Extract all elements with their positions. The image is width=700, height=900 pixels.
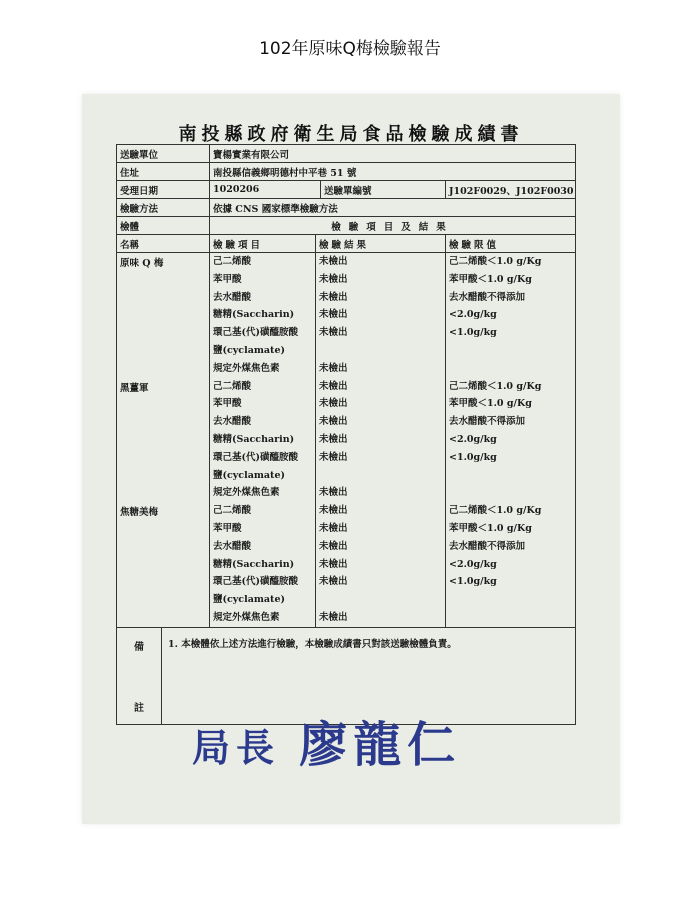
notes-text: 1. 本檢體依上述方法進行檢驗，本檢驗成績書只對該送驗檢體負責。 [168,638,457,650]
test-limit: 去水醋酸不得添加 [449,416,526,428]
sample-name: 黑薑軍 [120,382,149,394]
test-limit-column [446,253,575,627]
header-result: 檢驗結果 [316,235,446,252]
field-label: 送驗單位 [117,145,210,162]
test-item: 糖精(Saccharin) [213,558,295,570]
field-row-address [117,163,575,181]
test-limit: 己二烯酸＜1.0 g/Kg [449,256,542,267]
director-signature-stamp [192,706,461,775]
test-result: 未檢出 [319,380,348,392]
test-limit: <1.0g/kg [449,327,497,339]
sample-name: 焦糖美梅 [120,507,159,519]
test-result: 未檢出 [319,611,348,623]
test-result: 未檢出 [319,291,348,303]
test-result [316,591,445,609]
test-result [316,342,445,360]
test-item: 規定外煤焦色素 [213,487,280,499]
test-item: 苯甲酸 [213,522,242,534]
test-limit: <2.0g/kg [449,433,497,445]
test-result: 未檢出 [319,451,348,463]
test-limit: 己二烯酸＜1.0 g/Kg [449,380,542,392]
test-result: 未檢出 [319,558,348,570]
field-label: 受理日期 [117,181,210,198]
field-row-submitter [117,145,575,163]
test-result: 未檢出 [319,505,348,517]
test-item: 苯甲酸 [213,398,242,410]
test-limit: 苯甲酸＜1.0 g/Kg [449,273,532,285]
field-value: 寶楊實業有限公司 [213,149,290,161]
test-limit: 己二烯酸＜1.0 g/Kg [449,505,542,517]
test-result: 未檢出 [319,327,348,339]
field-row-date [117,181,575,199]
test-item-column [210,253,316,627]
sample-name-column [117,253,210,627]
test-limit: <1.0g/kg [449,576,497,588]
notes-label-top: 備 [134,641,144,653]
header-items-results: 檢驗項目及結果 [331,221,454,233]
field-label-secondary: 送驗單編號 [321,181,446,198]
test-item: 去水醋酸 [213,416,252,428]
field-row-method [117,199,575,217]
test-result: 未檢出 [319,416,348,428]
test-result: 未檢出 [319,540,348,552]
results-block [117,253,575,628]
test-limit [446,360,575,378]
signature-name: 廖龍仁 [299,717,462,773]
test-item: 己二烯酸 [213,380,252,392]
field-value-secondary: J102F0029、J102F0030 [449,185,574,197]
test-result: 未檢出 [319,309,348,321]
test-result: 未檢出 [319,398,348,410]
test-limit [446,591,575,609]
test-limit [446,609,575,627]
sample-name: 原味 Q 梅 [120,258,164,269]
test-item: 鹽(cyclamate) [213,469,285,481]
test-result: 未檢出 [319,362,348,374]
test-item: 糖精(Saccharin) [213,309,295,321]
test-limit [446,484,575,502]
notes-label-bottom: 註 [134,702,144,714]
field-value: 1020206 [210,181,321,198]
test-limit: 去水醋酸不得添加 [449,291,526,303]
scanned-document [82,94,620,824]
page-title: 102年原味Q梅檢驗報告 [259,39,441,59]
test-item: 去水醋酸 [213,540,252,552]
test-limit: <2.0g/kg [449,558,497,570]
test-item: 糖精(Saccharin) [213,433,295,445]
test-item: 苯甲酸 [213,273,242,285]
test-limit: 去水醋酸不得添加 [449,540,526,552]
test-item: 己二烯酸 [213,505,252,517]
field-value: 南投縣信義鄉明德村中平巷 51 號 [213,167,357,179]
test-result: 未檢出 [319,487,348,499]
test-result-column [316,253,446,627]
test-item: 環己基(代)磺醯胺酸 [213,451,298,463]
test-limit: <1.0g/kg [449,451,497,463]
field-label: 住址 [117,163,210,180]
test-result: 未檢出 [319,256,348,267]
test-item: 規定外煤焦色素 [213,611,280,623]
test-limit: 苯甲酸＜1.0 g/Kg [449,522,532,534]
test-limit: <2.0g/kg [449,309,497,321]
document-title: 南投縣政府衛生局食品檢驗成績書 [178,124,524,145]
header-item: 檢驗項目 [210,235,316,252]
test-result: 未檢出 [319,273,348,285]
report-table [116,144,576,725]
test-item: 己二烯酸 [213,256,252,267]
test-item: 鹽(cyclamate) [213,594,285,606]
test-item: 規定外煤焦色素 [213,362,280,374]
field-value: 依據 CNS 國家標準檢驗方法 [213,203,338,215]
header-row-1 [117,217,575,235]
notes-label [117,628,162,724]
test-item: 環己基(代)磺醯胺酸 [213,327,298,339]
header-sample-bottom: 名稱 [117,235,210,252]
field-label: 檢驗方法 [117,199,210,216]
header-limit: 檢驗限值 [449,239,500,251]
header-row-2 [117,235,575,253]
test-result: 未檢出 [319,576,348,588]
test-item: 鹽(cyclamate) [213,344,285,356]
test-item: 環己基(代)磺醯胺酸 [213,576,298,588]
test-result [316,467,445,485]
test-result: 未檢出 [319,522,348,534]
test-limit [446,467,575,485]
test-result: 未檢出 [319,433,348,445]
header-sample-top: 檢體 [117,217,210,234]
test-limit [446,342,575,360]
test-limit: 苯甲酸＜1.0 g/Kg [449,398,532,410]
test-item: 去水醋酸 [213,291,252,303]
signature-title: 局長 [192,725,281,770]
